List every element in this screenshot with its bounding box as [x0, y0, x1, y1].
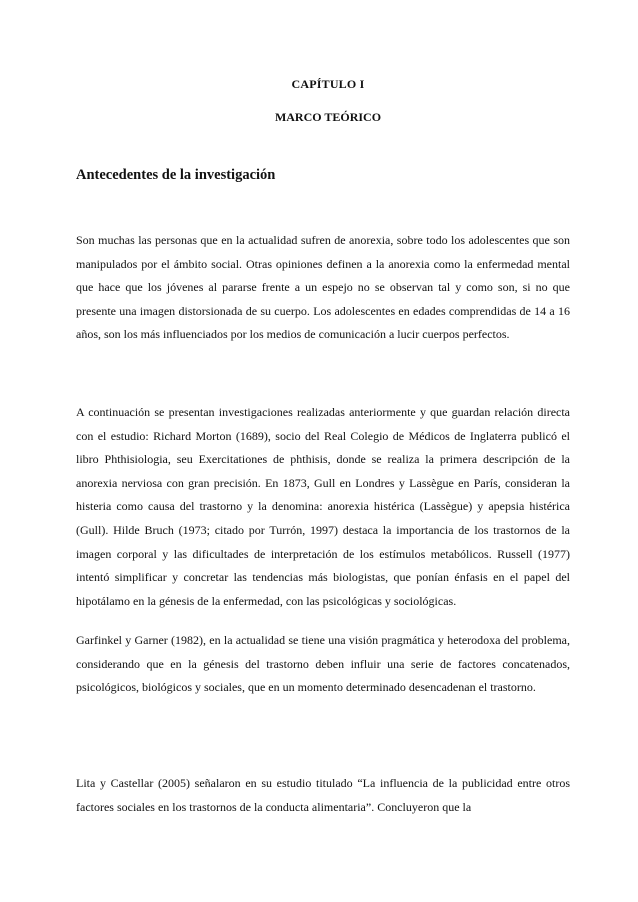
paragraph: Son muchas las personas que en la actualidad sufren de anorexia, sobre todo los adolescentes que son manipulados por el ámbito social. Otras opiniones definen a la anorexia como la enfermedad mental que hace que los jóvenes al pararse frente a un espejo no se observan tal y como son, si no que presente una imagen distorsionada de su cuerpo. Los adolescentes en edades comprendidas de 14 a 16 años, son los más influenciados por los medios de comunicación a lucir cuerpos perfectos. [76, 233, 570, 342]
section-heading: Antecedentes de la investigación [76, 167, 276, 183]
chapter-title: CAPÍTULO I [291, 77, 365, 91]
paragraph: Garfinkel y Garner (1982), en la actualidad se tiene una visión pragmática y heterodoxa del problema, considerando que en la génesis del trastorno deben influir una serie de factores concatenados, psicológicos, biológicos y sociales, que en un momento determinado desencadenan el trastorno. [76, 633, 570, 695]
paragraph: A continuación se presentan investigaciones realizadas anteriormente y que guardan relación directa con el estudio: Richard Morton (1689), socio del Real Colegio de Médicos de Inglaterra publicó el libro Phthisiologia, seu Exercitationes de phthisis, donde se realiza la primera descripción de la anorexia nerviosa con gran precisión. En 1873, Gull en Londres y Lassègue en París, consideran la histeria como causa del trastorno y la denomina: anorexia histérica (Lassègue) y apepsia histérica (Gull). Hilde Bruch (1973; citado por Turrón, 1997) destaca la importancia de los trastornos de la imagen corporal y las dificultades de interpretación de los estímulos metabólicos. Russell (1977) intentó simplificar y concretar las tendencias más biologistas, que ponían énfasis en el papel del hipotálamo en la génesis de la enfermedad, con las psicológicas y sociológicas. [76, 405, 570, 608]
paragraph: Lita y Castellar (2005) señalaron en su estudio titulado “La influencia de la publicidad entre otros factores sociales en los trastornos de la conducta alimentaria”. Concluyeron que la [76, 776, 570, 814]
chapter-subtitle: MARCO TEÓRICO [274, 110, 382, 124]
